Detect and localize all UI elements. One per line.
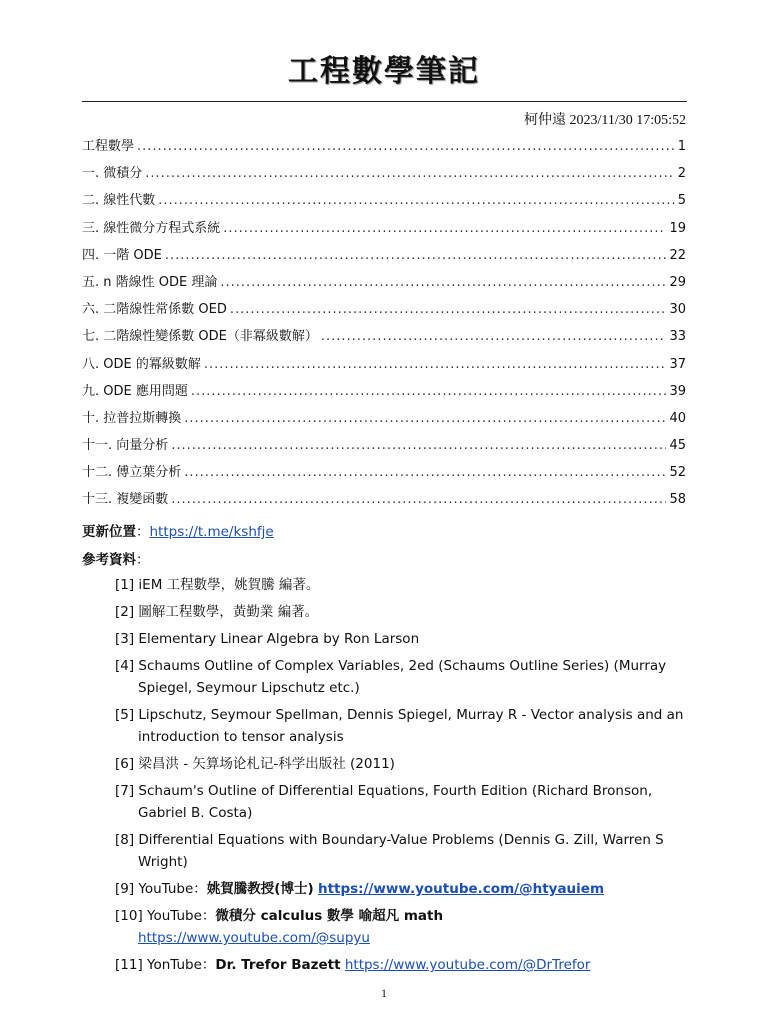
- toc-page-number: 19: [669, 220, 686, 236]
- reference-item: [1] iEM 工程數學，姚賀騰 編著。: [115, 577, 320, 593]
- reference-link[interactable]: https://www.youtube.com/@htyauiem: [317, 881, 605, 897]
- toc-page-number: 37: [669, 356, 686, 372]
- toc-entry[interactable]: [82, 325, 686, 352]
- toc-label: 九. ODE 應用問題: [82, 383, 188, 399]
- toc-entry[interactable]: [82, 434, 686, 461]
- toc-page-number: 58: [669, 492, 686, 508]
- toc-leader: [321, 329, 667, 344]
- toc-entry[interactable]: [82, 407, 686, 434]
- toc-leader: [171, 438, 666, 453]
- reference-item: [3] Elementary Linear Algebra by Ron Larson: [115, 631, 420, 647]
- update-label: 更新位置: [82, 524, 136, 540]
- reference-item: [6] 梁昌洪 - 矢算场论札记-科学出版社 (2011): [115, 756, 395, 772]
- update-location: [82, 520, 692, 540]
- toc-page-number: 29: [669, 274, 686, 290]
- references-list: [115, 574, 695, 981]
- toc-leader: [204, 357, 667, 372]
- reference-item: [8] Differential Equations with Boundary-Value Problems (Dennis G. Zill, Warren S Wright): [115, 832, 664, 870]
- toc-page-number: 39: [669, 383, 686, 399]
- page-title: 工程數學筆記: [288, 54, 480, 89]
- toc-leader: [184, 411, 666, 426]
- reference-channel-name: 姚賀騰教授(博士): [206, 881, 314, 897]
- reference-channel-name: Dr. Trefor Bazett: [215, 957, 341, 973]
- toc-entry[interactable]: [82, 135, 686, 162]
- toc-page-number: 45: [669, 438, 686, 454]
- toc-label: 六. 二階線性常係數 OED: [82, 302, 227, 318]
- toc-entry[interactable]: [82, 271, 686, 298]
- page-number: 1: [381, 986, 387, 1000]
- reference-link[interactable]: https://www.youtube.com/@supyu: [138, 930, 370, 946]
- toc-entry[interactable]: [82, 162, 686, 189]
- reference-prefix: [10] YouTube：: [115, 908, 216, 924]
- toc-label: 三. 線性微分方程式系統: [82, 220, 221, 236]
- reference-channel-name: 微積分 calculus 數學 喻超凡 math: [215, 908, 444, 924]
- toc-leader: [137, 139, 675, 154]
- toc-entry[interactable]: [82, 488, 686, 515]
- toc-label: 七. 二階線性變係數 ODE（非冪級數解）: [82, 329, 318, 345]
- toc-leader: [184, 465, 666, 480]
- toc-page-number: 5: [677, 193, 686, 209]
- reference-item: [115, 905, 695, 949]
- toc-entry[interactable]: [82, 189, 686, 216]
- toc-label: 四. 一階 ODE: [82, 247, 162, 263]
- toc-entry[interactable]: [82, 380, 686, 407]
- toc-label: 一. 微積分: [82, 166, 143, 182]
- toc-leader: [158, 193, 674, 208]
- toc-page-number: 22: [669, 247, 686, 263]
- author-timestamp: 柯仲遠 2023/11/30 17:05:52: [523, 113, 686, 128]
- references-separator: ：: [136, 552, 150, 568]
- table-of-contents: [82, 135, 686, 516]
- toc-entry[interactable]: [82, 461, 686, 488]
- toc-label: 二. 線性代數: [82, 193, 156, 209]
- update-link[interactable]: https://t.me/kshfje: [149, 524, 274, 540]
- reference-item: [7] Schaum's Outline of Differential Equations, Fourth Edition (Richard Bronson, Gabriel B. Costa): [115, 783, 653, 821]
- toc-leader: [191, 384, 667, 399]
- reference-item: [4] Schaums Outline of Complex Variables, 2ed (Schaums Outline Series) (Murray Spiegel, Seymour Lipschutz etc.): [115, 658, 667, 696]
- toc-entry[interactable]: [82, 298, 686, 325]
- toc-label: 五. n 階線性 ODE 理論: [82, 274, 218, 290]
- toc-label: 十三. 複變函數: [82, 492, 169, 508]
- toc-page-number: 30: [669, 302, 686, 318]
- references-heading: [82, 548, 692, 568]
- references-label: 參考資料: [82, 552, 136, 568]
- reference-item: [2] 圖解工程數學，黃勤業 編著。: [115, 604, 319, 620]
- toc-leader: [223, 221, 666, 236]
- toc-page-number: 2: [677, 166, 686, 182]
- toc-leader: [230, 302, 667, 317]
- toc-entry[interactable]: [82, 353, 686, 380]
- toc-page-number: 52: [669, 465, 686, 481]
- toc-entry[interactable]: [82, 217, 686, 244]
- toc-label: 十一. 向量分析: [82, 438, 169, 454]
- reference-item: [5] Lipschutz, Seymour Spellman, Dennis Spiegel, Murray R - Vector analysis and an introduction to tensor analysis: [115, 707, 684, 745]
- update-separator: ：: [136, 524, 150, 540]
- toc-leader: [220, 275, 666, 290]
- toc-label: 十二. 傅立葉分析: [82, 465, 182, 481]
- toc-label: 十. 拉普拉斯轉換: [82, 410, 182, 426]
- toc-entry[interactable]: [82, 244, 686, 271]
- toc-leader: [165, 248, 667, 263]
- toc-page-number: 40: [669, 410, 686, 426]
- reference-link[interactable]: https://www.youtube.com/@DrTrefor: [344, 957, 591, 973]
- toc-page-number: 1: [677, 139, 686, 154]
- toc-leader: [171, 492, 666, 507]
- reference-prefix: [11] YonTube：: [115, 957, 216, 973]
- toc-leader: [145, 166, 674, 181]
- reference-item: [115, 878, 695, 900]
- title-divider: [82, 101, 687, 102]
- toc-page-number: 33: [669, 329, 686, 345]
- toc-label: 八. ODE 的冪級數解: [82, 356, 201, 372]
- reference-item: [115, 954, 695, 976]
- toc-label: 工程數學: [82, 139, 135, 154]
- reference-prefix: [9] YouTube：: [115, 881, 207, 897]
